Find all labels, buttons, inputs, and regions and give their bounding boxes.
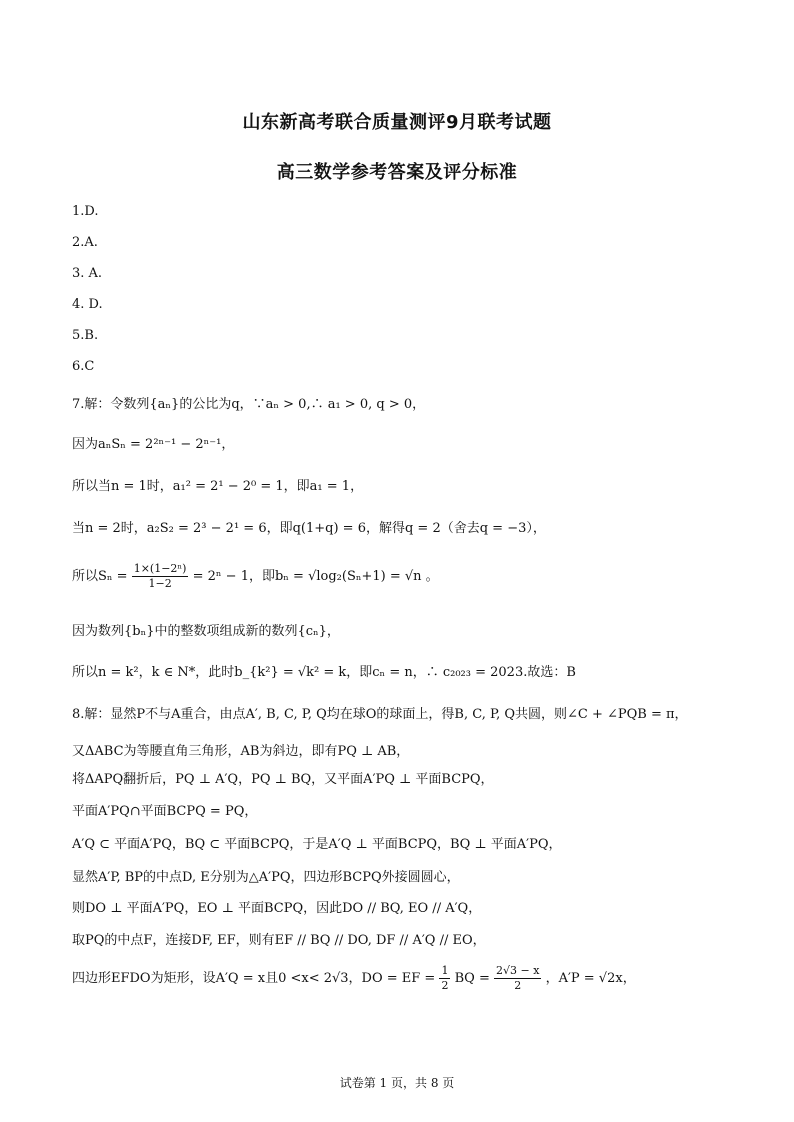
q8-line-5: A′Q ⊂ 平面A′PQ，BQ ⊂ 平面BCPQ，于是A′Q ⊥ 平面BCPQ，BQ ⊥ 平面A′PQ， [72,837,562,852]
q7-line-6: 因为数列{bₙ}中的整数项组成新的数列{cₙ}， [72,624,340,639]
q7-line-3: 所以当n = 1时，a₁² = 2¹ − 2⁰ = 1，即a₁ = 1， [72,479,364,494]
document-title: 山东新高考联合质量测评9月联考试题 [242,112,552,133]
q7-fraction-numerator: 1×(1−2ⁿ) [133,562,187,575]
document-subtitle: 高三数学参考答案及评分标准 [276,162,518,183]
q8-line-1: 8.解：显然P不与A重合，由点A′, B, C, P, Q均在球O的球面上，得B, C, P, Q共圆，则∠C + ∠PQB = π， [72,707,688,722]
q8-line-4: 平面A′PQ∩平面BCPQ = PQ， [72,804,258,819]
answer-2: 2.A. [72,235,98,250]
q8-half-fraction [439,964,450,993]
q8-bq-numerator: 2√3 − x [496,964,540,977]
q8-l9-post: ，A′P = √2x， [545,971,636,986]
q7-line-2: 因为aₙSₙ = 2²ⁿ⁻¹ − 2ⁿ⁻¹， [72,437,235,452]
page-footer: 试卷第 1 页，共 8 页 [339,1076,455,1090]
q7-line-4: 当n = 2时，a₂S₂ = 2³ − 2¹ = 6，即q(1+q) = 6，解得q = 2（舍去q = −3）， [72,521,546,536]
q8-half-numerator: 1 [441,964,449,977]
answer-3: 3. A. [72,266,103,281]
q8-line-2: 又ΔABC为等腰直角三角形，AB为斜边，即有PQ ⊥ AB， [72,744,410,759]
q8-line-3: 将ΔAPQ翻折后，PQ ⊥ A′Q，PQ ⊥ BQ，又平面A′PQ ⊥ 平面BCPQ， [72,772,494,787]
answer-4: 4. D. [72,297,103,312]
q7-line-7: 所以n = k²，k ∈ N*，此时b_{k²} = √k² = k，即cₙ = n，∴ c₂₀₂₃ = 2023.故选：B [72,665,576,680]
q7-l5-post: = 2ⁿ − 1，即bₙ = √log₂(Sₙ+1) = √n 。 [192,569,439,584]
q8-l9-mid: BQ = [454,971,490,986]
q8-l9-pre: 四边形EFDO为矩形，设A′Q = x且0 <x< 2√3，DO = EF = [72,971,436,986]
q8-line-8: 取PQ的中点F，连接DF, EF，则有EF // BQ // DO, DF // A′Q // EO， [72,933,486,948]
q8-line-7: 则DO ⊥ 平面A′PQ，EO ⊥ 平面BCPQ，因此DO // BQ, EO // A′Q， [72,901,482,916]
q8-line-6: 显然A′P, BP的中点D, E分别为△A′PQ，四边形BCPQ外接圆圆心， [72,870,460,885]
answer-6: 6.C [72,359,95,374]
answer-5: 5.B. [72,328,99,343]
q8-line-9 [72,964,636,993]
q7-line-5 [72,562,439,591]
q8-bq-fraction [494,964,541,993]
q7-fraction-denominator: 1−2 [148,577,172,590]
q7-fraction [132,562,189,591]
q8-half-denominator: 2 [441,979,449,992]
q7-line-1: 7.解：令数列{aₙ}的公比为q，∵aₙ > 0,∴ a₁ > 0, q > 0， [72,397,426,412]
answer-1: 1.D. [72,204,99,219]
q8-bq-denominator: 2 [514,979,522,992]
q7-l5-pre: 所以Sₙ = [72,569,128,584]
